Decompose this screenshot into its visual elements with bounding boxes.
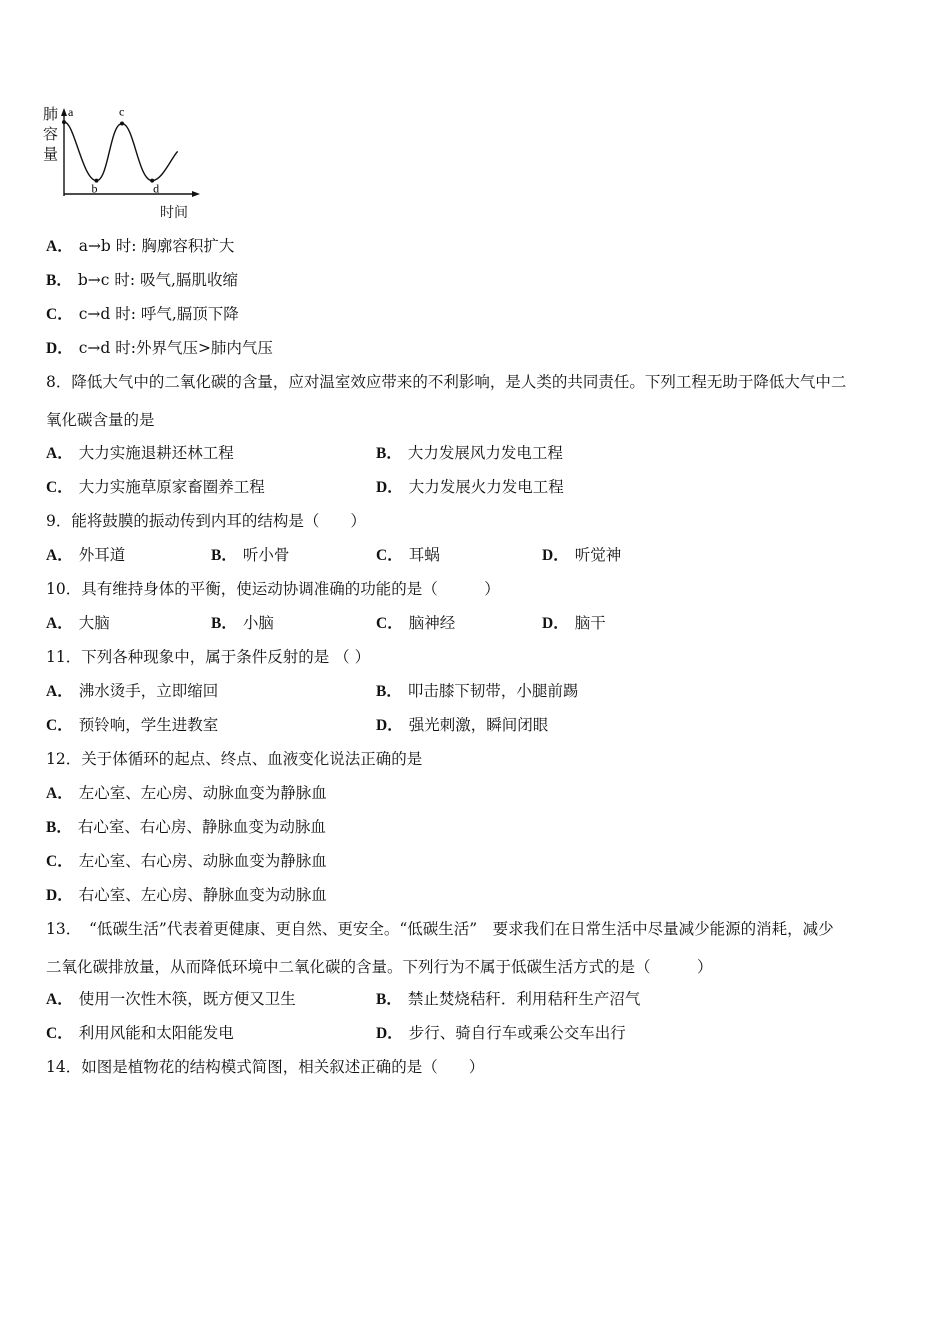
option-label: B．: [211, 615, 237, 632]
q8-option-c[interactable]: [46, 477, 265, 498]
option-label: D．: [376, 717, 403, 734]
option-label: B．: [376, 445, 402, 462]
option-text: 听小骨: [242, 546, 290, 564]
q10-option-d[interactable]: [542, 613, 606, 634]
q12-option-d[interactable]: [46, 885, 327, 906]
option-text: 大力实施退耕还林工程: [78, 444, 234, 462]
q11-stem: 11．下列各种现象中，属于条件反射的是 （ ）: [46, 648, 371, 666]
option-label: A．: [46, 991, 73, 1008]
x-axis-arrow: [192, 191, 200, 197]
y-axis-arrow: [61, 108, 67, 116]
q8-option-b[interactable]: [376, 443, 563, 464]
q14-stem: 14．如图是植物花的结构模式简图，相关叙述正确的是（ ）: [46, 1058, 485, 1076]
q8-option-d[interactable]: [376, 477, 564, 498]
chart-ylabel-char-3: 量: [43, 145, 59, 163]
option-label: B．: [46, 819, 72, 836]
curve-point-c: [120, 122, 124, 126]
option-label: A．: [46, 615, 73, 632]
chart-xlabel: 时间: [160, 205, 188, 221]
option-label: D．: [46, 887, 73, 904]
q13-option-d[interactable]: [376, 1023, 626, 1044]
option-label: D．: [542, 547, 569, 564]
q13-option-c[interactable]: [46, 1023, 234, 1044]
option-text: 耳蜗: [408, 546, 440, 564]
q10-stem: 10．具有维持身体的平衡，使运动协调准确的功能的是（ ）: [46, 580, 500, 598]
option-text: 大脑: [78, 614, 110, 632]
option-label: B．: [376, 683, 402, 700]
option-text: 强光刺激，瞬间闭眼: [408, 716, 549, 734]
option-text: 右心室、左心房、静脉血变为动脉血: [78, 886, 327, 904]
q12-stem: 12．关于体循环的起点、终点、血液变化说法正确的是: [46, 750, 423, 768]
q7-option-d[interactable]: [46, 338, 273, 359]
option-label: D．: [376, 1025, 403, 1042]
option-text: 外耳道: [78, 546, 126, 564]
option-text: 脑神经: [408, 614, 456, 632]
q12-option-c[interactable]: [46, 851, 327, 872]
q10-option-c[interactable]: [376, 613, 455, 634]
q7-option-b[interactable]: [46, 270, 238, 291]
option-label: D．: [46, 340, 73, 357]
option-text: 预铃响，学生进教室: [78, 716, 219, 734]
q13-stem-line-2: 二氧化碳排放量，从而降低环境中二氧化碳的含量。下列行为不属于低碳生活方式的是（ ）: [46, 958, 713, 976]
option-text: 沸水烫手，立即缩回: [78, 682, 219, 700]
option-label: A．: [46, 683, 73, 700]
volume-curve: [64, 122, 178, 181]
curve-point-label-d: d: [153, 181, 160, 196]
option-text: a→b 时: 胸廓容积扩大: [78, 237, 235, 255]
option-text: 小脑: [242, 614, 274, 632]
q13-stem-line-1: 13． “低碳生活”代表着更健康、更自然、更安全。“低碳生活” 要求我们在日常生活中尽量减少能源的消耗，减少: [46, 920, 834, 938]
q11-option-c[interactable]: [46, 715, 218, 736]
q8-option-a[interactable]: [46, 443, 234, 464]
option-label: C．: [46, 853, 73, 870]
q11-option-d[interactable]: [376, 715, 548, 736]
option-text: 右心室、右心房、静脉血变为动脉血: [77, 818, 326, 836]
option-label: C．: [376, 615, 403, 632]
option-label: C．: [46, 717, 73, 734]
q8-stem-line-1: 8．降低大气中的二氧化碳的含量，应对温室效应带来的不利影响，是人类的共同责任。下列工程无助于降低大气中二: [46, 373, 847, 391]
option-text: c→d 时: 呼气,膈顶下降: [78, 305, 239, 323]
option-text: 叩击膝下韧带，小腿前踢: [407, 682, 579, 700]
curve-point-label-a: a: [68, 105, 74, 120]
q11-option-b[interactable]: [376, 681, 578, 702]
curve-point-label-b: b: [91, 181, 98, 196]
q12-option-b[interactable]: [46, 817, 326, 838]
option-label: A．: [46, 785, 73, 802]
q11-option-a[interactable]: [46, 681, 218, 702]
option-text: 步行、骑自行车或乘公交车出行: [408, 1024, 626, 1042]
q9-option-d[interactable]: [542, 545, 621, 566]
lung-volume-chart: [40, 100, 220, 225]
q8-stem-line-2: 氧化碳含量的是: [46, 411, 155, 429]
option-label: B．: [46, 272, 72, 289]
option-text: 使用一次性木筷，既方便又卫生: [78, 990, 296, 1008]
option-text: 听觉神: [574, 546, 622, 564]
option-text: b→c 时: 吸气,膈肌收缩: [77, 271, 238, 289]
option-text: 禁止焚烧秸秆．利用秸秆生产沼气: [407, 990, 641, 1008]
option-text: 利用风能和太阳能发电: [78, 1024, 234, 1042]
q9-option-a[interactable]: [46, 545, 125, 566]
q9-option-b[interactable]: [211, 545, 289, 566]
option-label: C．: [46, 1025, 73, 1042]
option-label: A．: [46, 547, 73, 564]
option-label: B．: [211, 547, 237, 564]
q13-option-a[interactable]: [46, 989, 296, 1010]
option-label: C．: [46, 306, 73, 323]
option-label: C．: [46, 479, 73, 496]
option-text: 左心室、左心房、动脉血变为静脉血: [78, 784, 327, 802]
chart-ylabel-char-1: 肺: [43, 105, 59, 123]
q9-option-c[interactable]: [376, 545, 440, 566]
q7-option-a[interactable]: [46, 236, 234, 257]
chart-ylabel-char-2: 容: [43, 125, 59, 143]
option-label: D．: [542, 615, 569, 632]
q10-option-b[interactable]: [211, 613, 274, 634]
option-label: B．: [376, 991, 402, 1008]
option-text: 大力发展风力发电工程: [407, 444, 563, 462]
q12-option-a[interactable]: [46, 783, 327, 804]
option-label: C．: [376, 547, 403, 564]
option-text: c→d 时:外界气压>肺内气压: [78, 339, 273, 357]
option-label: A．: [46, 445, 73, 462]
option-text: 大力发展火力发电工程: [408, 478, 564, 496]
q10-option-a[interactable]: [46, 613, 110, 634]
q7-option-c[interactable]: [46, 304, 239, 325]
option-label: D．: [376, 479, 403, 496]
option-text: 脑干: [574, 614, 606, 632]
curve-point-a: [62, 120, 66, 124]
q13-option-b[interactable]: [376, 989, 640, 1010]
option-text: 大力实施草原家畜圈养工程: [78, 478, 265, 496]
q9-stem: 9．能将鼓膜的振动传到内耳的结构是（ ）: [46, 512, 366, 530]
curve-point-label-c: c: [119, 104, 125, 119]
option-text: 左心室、右心房、动脉血变为静脉血: [78, 852, 327, 870]
option-label: A．: [46, 238, 73, 255]
